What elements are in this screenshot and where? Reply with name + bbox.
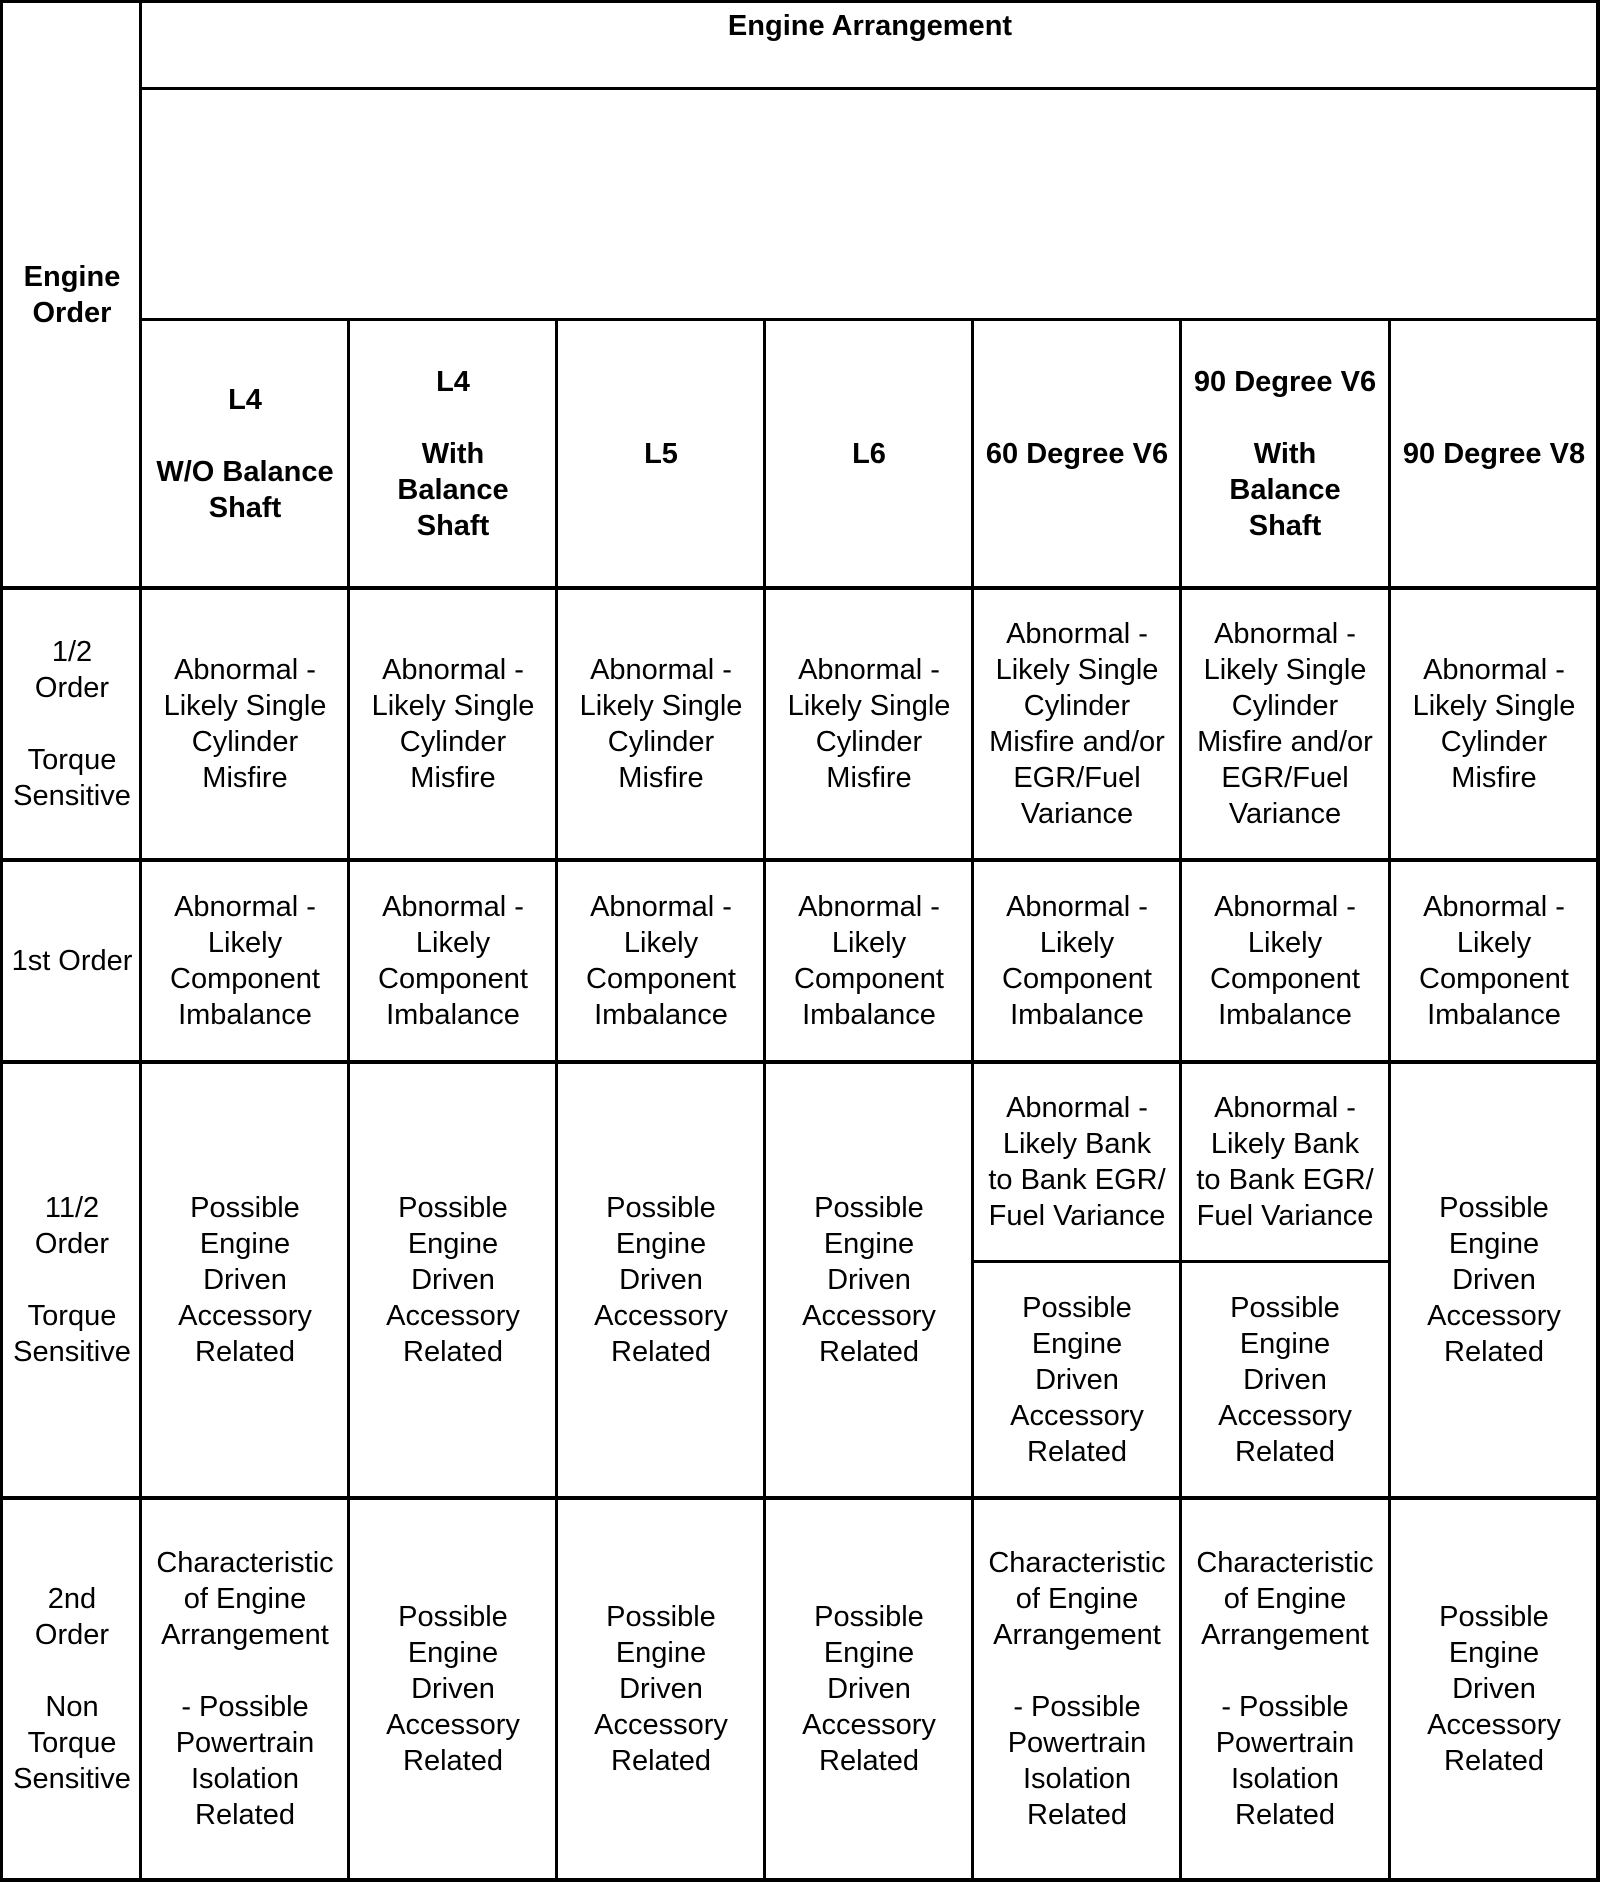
table-cell: Possible Engine Driven Accessory Related bbox=[594, 1192, 728, 1368]
table-cell: Abnormal - Likely Component Imbalance bbox=[1002, 891, 1152, 1031]
table-cell: Characteristic of Engine Arrangement - Possible Powertrain Isolation Related bbox=[988, 1547, 1166, 1831]
v-line-3 bbox=[763, 318, 766, 1882]
v-line-1 bbox=[347, 318, 350, 1882]
column-header-l4-without-balance-shaft: L4 W/O Balance Shaft bbox=[156, 384, 334, 524]
border-top bbox=[0, 0, 1600, 3]
table-cell: Abnormal - Likely Single Cylinder Misfire bbox=[163, 654, 327, 794]
column-header-90-degree-v8: 90 Degree V8 bbox=[1402, 438, 1586, 470]
table-cell: Possible Engine Driven Accessory Related bbox=[178, 1192, 312, 1368]
table-subcell: Possible Engine Driven Accessory Related bbox=[1010, 1292, 1144, 1468]
v-line-4 bbox=[971, 318, 974, 1882]
v-line-2 bbox=[555, 318, 558, 1882]
table-cell: Abnormal - Likely Component Imbalance bbox=[794, 891, 944, 1031]
table-cell: Abnormal - Likely Component Imbalance bbox=[1419, 891, 1569, 1031]
row-label-second-order: 2nd Order Non Torque Sensitive bbox=[13, 1583, 131, 1795]
column-header-l4-with-balance-shaft: L4 With Balance Shaft bbox=[397, 366, 509, 542]
column-header-l6: L6 bbox=[852, 438, 886, 470]
table-cell: Possible Engine Driven Accessory Related bbox=[1427, 1601, 1561, 1777]
table-cell: Abnormal - Likely Single Cylinder Misfire and/or EGR/Fuel Variance bbox=[1197, 618, 1373, 830]
table-cell: Possible Engine Driven Accessory Related bbox=[1427, 1192, 1561, 1368]
table-cell: Abnormal - Likely Component Imbalance bbox=[1210, 891, 1360, 1031]
h-line-row2 bbox=[0, 858, 1600, 862]
v-line-6 bbox=[1388, 318, 1391, 1882]
table-cell: Characteristic of Engine Arrangement - Possible Powertrain Isolation Related bbox=[1196, 1547, 1374, 1831]
border-bottom bbox=[0, 1878, 1600, 1882]
table-cell: Possible Engine Driven Accessory Related bbox=[594, 1601, 728, 1777]
table-cell: Possible Engine Driven Accessory Related bbox=[802, 1601, 936, 1777]
h-line-columns bbox=[140, 318, 1600, 321]
h-line-row1 bbox=[0, 586, 1600, 590]
column-header-60-degree-v6: 60 Degree V6 bbox=[985, 438, 1169, 470]
row-label-half-order: 1/2 Order Torque Sensitive bbox=[13, 636, 131, 812]
border-left bbox=[0, 0, 3, 1882]
table-subcell: Possible Engine Driven Accessory Related bbox=[1218, 1292, 1352, 1468]
h-line-row4 bbox=[0, 1496, 1600, 1500]
table-cell: Abnormal - Likely Single Cylinder Misfire and/or EGR/Fuel Variance bbox=[989, 618, 1165, 830]
engine-order-header: Engine Order bbox=[23, 261, 121, 329]
h-line-arrangement bbox=[140, 87, 1600, 90]
table-cell: Abnormal - Likely Component Imbalance bbox=[586, 891, 736, 1031]
table-cell: Abnormal - Likely Bank to Bank EGR/ Fuel Variance bbox=[1196, 1092, 1374, 1232]
table-cell: Abnormal - Likely Bank to Bank EGR/ Fuel Variance bbox=[988, 1092, 1166, 1232]
table-cell: Possible Engine Driven Accessory Related bbox=[802, 1192, 936, 1368]
table-cell: Abnormal - Likely Single Cylinder Misfire bbox=[787, 654, 951, 794]
table-cell: Abnormal - Likely Single Cylinder Misfire bbox=[371, 654, 535, 794]
row-label-first-order: 1st Order bbox=[11, 945, 133, 977]
header-blank-band bbox=[142, 90, 1598, 318]
table-cell: Abnormal - Likely Single Cylinder Misfire bbox=[579, 654, 743, 794]
table-cell: Abnormal - Likely Single Cylinder Misfire bbox=[1412, 654, 1576, 794]
column-header-90-degree-v6: 90 Degree V6 With Balance Shaft bbox=[1193, 366, 1377, 542]
engine-arrangement-header: Engine Arrangement bbox=[727, 10, 1013, 42]
v-line-5 bbox=[1179, 318, 1182, 1882]
table-cell: Abnormal - Likely Component Imbalance bbox=[170, 891, 320, 1031]
border-right bbox=[1596, 0, 1600, 1882]
table-cell: Possible Engine Driven Accessory Related bbox=[386, 1601, 520, 1777]
v-line-0 bbox=[139, 0, 142, 1882]
column-header-l5: L5 bbox=[644, 438, 678, 470]
table-cell: Abnormal - Likely Component Imbalance bbox=[378, 891, 528, 1031]
table-cell: Characteristic of Engine Arrangement - Possible Powertrain Isolation Related bbox=[156, 1547, 334, 1831]
row-label-one-and-half-order: 11/2 Order Torque Sensitive bbox=[13, 1192, 131, 1368]
h-line-row3 bbox=[0, 1060, 1600, 1064]
table-cell: Possible Engine Driven Accessory Related bbox=[386, 1192, 520, 1368]
